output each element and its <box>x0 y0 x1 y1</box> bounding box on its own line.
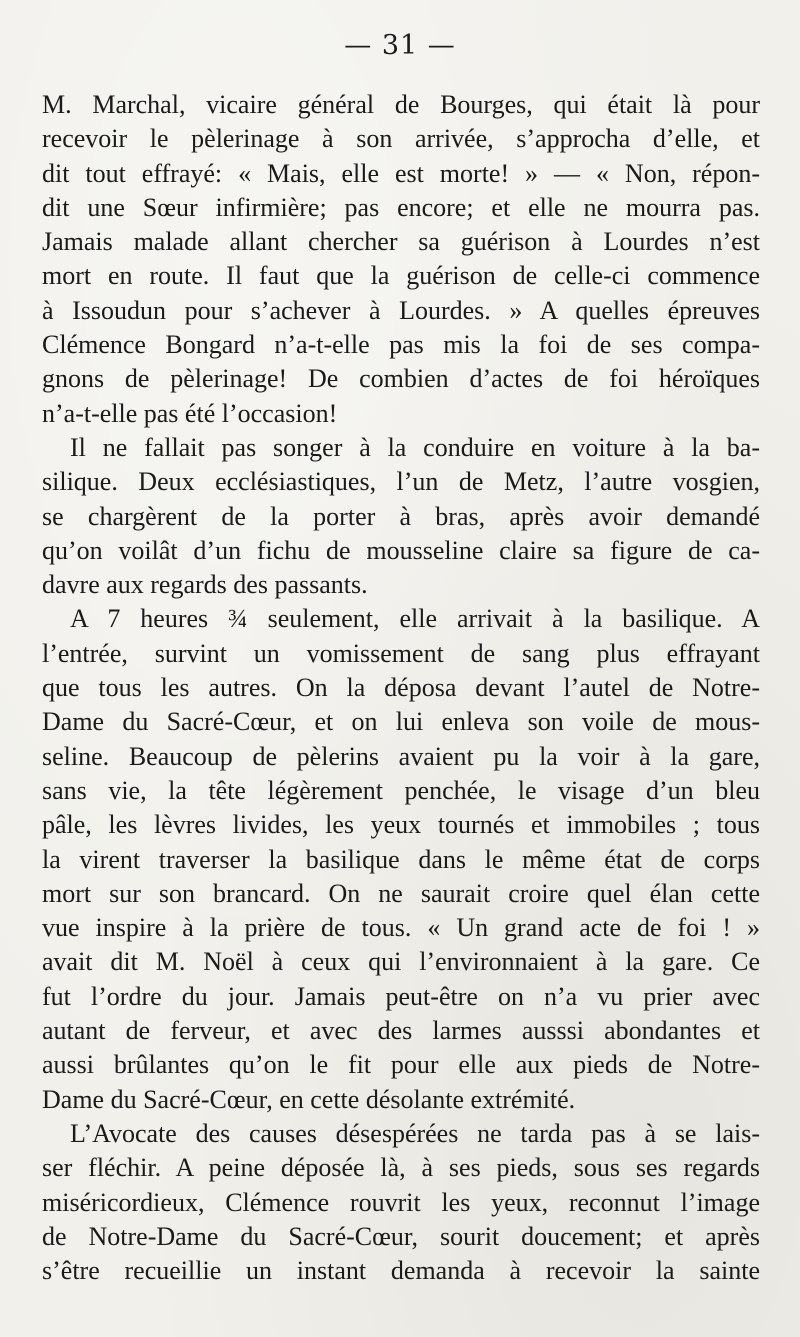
text-line: Jamais malade allant chercher sa guérison à Lourdes n’est <box>42 227 760 257</box>
text-line: recevoir le pèlerinage à son arrivée, s’approcha d’elle, et <box>42 124 760 154</box>
text-line: autant de ferveur, et avec des larmes ausssi abondantes et <box>42 1016 760 1046</box>
text-line: s’être recueillie un instant demanda à recevoir la sainte <box>42 1256 760 1286</box>
text-line: A 7 heures ¾ seulement, elle arrivait à la basilique. A <box>70 604 760 634</box>
text-line: se chargèrent de la porter à bras, après avoir demandé <box>42 501 760 531</box>
text-line: seline. Beaucoup de pèlerins avaient pu la voir à la gare, <box>42 741 760 771</box>
text-line: avait dit M. Noël à ceux qui l’environnaient à la gare. Ce <box>42 947 760 977</box>
text-line: ser fléchir. A peine déposée là, à ses pieds, sous ses regards <box>42 1153 760 1183</box>
text-line: Dame du Sacré-Cœur, et on lui enleva son voile de mous- <box>42 707 760 737</box>
text-line: sans vie, la tête légèrement penchée, le visage d’un bleu <box>42 775 760 805</box>
text-line: mort sur son brancard. On ne saurait croire quel élan cette <box>42 878 760 908</box>
text-line: pâle, les lèvres livides, les yeux tournés et immobiles ; tous <box>42 810 760 840</box>
text-line: n’a-t-elle pas été l’occasion! <box>42 398 338 428</box>
text-line: de Notre-Dame du Sacré-Cœur, sourit doucement; et après <box>42 1221 760 1251</box>
text-line: vue inspire à la prière de tous. « Un grand acte de foi ! » <box>42 913 760 943</box>
text-line: Dame du Sacré-Cœur, en cette désolante extrémité. <box>42 1084 576 1114</box>
text-line: à Issoudun pour s’achever à Lourdes. » A quelles épreuves <box>42 295 760 325</box>
text-line: dit une Sœur infirmière; pas encore; et elle ne mourra pas. <box>42 192 760 222</box>
text-line: aussi brûlantes qu’on le fit pour elle aux pieds de Notre- <box>42 1050 760 1080</box>
text-line: dit tout effrayé: « Mais, elle est morte! » — « Non, répon- <box>42 158 760 188</box>
body-text <box>42 88 760 1288</box>
page-number: — 31 — <box>344 30 456 61</box>
text-line: silique. Deux ecclésiastiques, l’un de Metz, l’autre vosgien, <box>42 467 760 497</box>
text-line: M. Marchal, vicaire général de Bourges, qui était là pour <box>42 90 760 119</box>
text-line: Clémence Bongard n’a-t-elle pas mis la foi de ses compa- <box>42 330 760 360</box>
text-line: fut l’ordre du jour. Jamais peut-être on n’a vu prier avec <box>42 981 760 1011</box>
text-line: gnons de pèlerinage! De combien d’actes de foi héroïques <box>42 364 760 394</box>
text-line: mort en route. Il faut que la guérison de celle-ci commence <box>42 261 760 291</box>
text-line: l’entrée, survint un vomissement de sang plus effrayant <box>42 638 760 668</box>
text-line: qu’on voilât d’un fichu de mousseline claire sa figure de ca- <box>42 535 760 565</box>
text-line: Il ne fallait pas songer à la conduire en voiture à la ba- <box>70 432 760 462</box>
text-line: que tous les autres. On la déposa devant l’autel de Notre- <box>42 673 760 703</box>
text-line: L’Avocate des causes désespérées ne tarda pas à se lais- <box>70 1118 760 1148</box>
text-line: davre aux regards des passants. <box>42 570 368 600</box>
text-line: miséricordieux, Clémence rouvrit les yeux, reconnut l’image <box>42 1187 760 1217</box>
text-line: la virent traverser la basilique dans le même état de corps <box>42 844 760 874</box>
